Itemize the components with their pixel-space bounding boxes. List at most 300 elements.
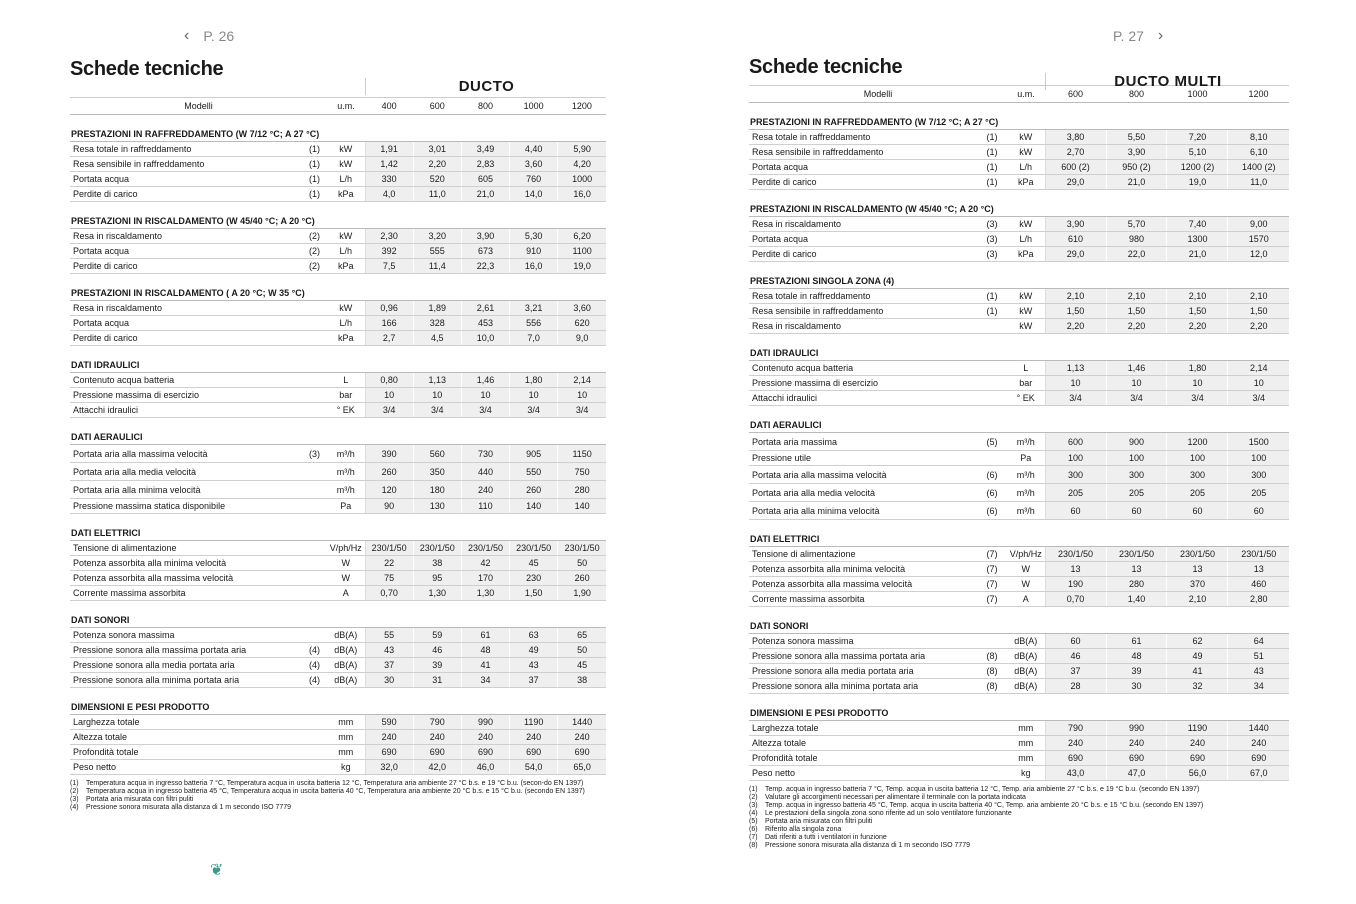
row-value: 60 xyxy=(1228,502,1289,520)
row-unit: kPa xyxy=(327,187,365,202)
row-value: 10 xyxy=(1106,376,1167,391)
row-label: Perdite di carico xyxy=(749,175,977,190)
row-value: 760 xyxy=(510,172,558,187)
row-unit: dB(A) xyxy=(1007,679,1045,694)
row-value: 990 xyxy=(461,715,509,730)
row-value: 3/4 xyxy=(1106,391,1167,406)
table-row xyxy=(749,247,1289,262)
row-value: 1200 (2) xyxy=(1167,160,1228,175)
footnote-number: (2) xyxy=(749,794,758,801)
row-value: 1,13 xyxy=(1045,361,1106,376)
row-label: Larghezza totale xyxy=(749,721,977,736)
row-value: 2,10 xyxy=(1228,289,1289,304)
table-row xyxy=(70,586,606,601)
row-value: 3,60 xyxy=(558,301,606,316)
row-unit: kW xyxy=(327,157,365,172)
row-unit: kPa xyxy=(1007,247,1045,262)
row-note xyxy=(302,571,327,586)
row-unit: ° EK xyxy=(327,403,365,418)
row-unit: dB(A) xyxy=(327,658,365,673)
row-label: Resa sensibile in raffreddamento xyxy=(70,157,302,172)
row-value: 45 xyxy=(510,556,558,571)
row-value: 100 xyxy=(1228,451,1289,466)
row-unit: L xyxy=(327,373,365,388)
row-value: 61 xyxy=(1106,634,1167,649)
row-value: 690 xyxy=(1106,751,1167,766)
row-value: 990 xyxy=(1106,721,1167,736)
row-unit: L/h xyxy=(327,316,365,331)
footnote-number: (4) xyxy=(70,804,79,811)
row-value: 0,96 xyxy=(365,301,413,316)
row-value: 28 xyxy=(1045,679,1106,694)
row-value: 240 xyxy=(461,730,509,745)
row-value: 790 xyxy=(413,715,461,730)
row-note: (1) xyxy=(977,175,1007,190)
row-value: 180 xyxy=(413,481,461,499)
section-header xyxy=(70,274,606,301)
row-value: 1200 xyxy=(1167,433,1228,451)
row-value: 590 xyxy=(365,715,413,730)
table-row xyxy=(70,244,606,259)
row-value: 230/1/50 xyxy=(1228,547,1289,562)
page-left xyxy=(70,58,606,812)
row-note xyxy=(302,586,327,601)
row-unit: kPa xyxy=(1007,175,1045,190)
table-row xyxy=(749,547,1289,562)
row-label: Resa in riscaldamento xyxy=(749,319,977,334)
row-unit: W xyxy=(1007,577,1045,592)
row-unit: m³/h xyxy=(1007,502,1045,520)
model-column-header: 1200 xyxy=(1228,86,1289,103)
table-row xyxy=(749,634,1289,649)
row-value: 0,80 xyxy=(365,373,413,388)
row-value: 0,70 xyxy=(1045,592,1106,607)
row-unit: W xyxy=(327,556,365,571)
row-value: 4,20 xyxy=(558,157,606,172)
row-note xyxy=(302,760,327,775)
row-value: 1300 xyxy=(1167,232,1228,247)
row-unit: kPa xyxy=(327,259,365,274)
row-value: 46 xyxy=(1045,649,1106,664)
row-value: 55 xyxy=(365,628,413,643)
row-unit: dB(A) xyxy=(327,643,365,658)
footnote xyxy=(70,796,606,804)
footnote-number: (6) xyxy=(749,826,758,833)
row-value: 4,5 xyxy=(413,331,461,346)
footnote-number: (8) xyxy=(749,842,758,849)
row-value: 32,0 xyxy=(365,760,413,775)
row-value: 22,3 xyxy=(461,259,509,274)
model-column-header: 1200 xyxy=(558,98,606,115)
row-label: Portata acqua xyxy=(749,160,977,175)
row-value: 10 xyxy=(1045,376,1106,391)
row-value: 14,0 xyxy=(510,187,558,202)
row-note xyxy=(977,391,1007,406)
row-value: 2,20 xyxy=(1106,319,1167,334)
row-unit: mm xyxy=(327,715,365,730)
row-value: 2,14 xyxy=(558,373,606,388)
row-unit: kW xyxy=(1007,304,1045,319)
row-value: 240 xyxy=(461,481,509,499)
row-value: 230/1/50 xyxy=(461,541,509,556)
row-value: 61 xyxy=(461,628,509,643)
row-value: 3/4 xyxy=(413,403,461,418)
table-row xyxy=(749,433,1289,451)
row-value: 37 xyxy=(510,673,558,688)
row-note: (8) xyxy=(977,679,1007,694)
row-label: Potenza assorbita alla massima velocità xyxy=(749,577,977,592)
section-title: PRESTAZIONI IN RISCALDAMENTO (W 45/40 °C; A 20 °C) xyxy=(749,190,1289,217)
row-value: 300 xyxy=(1106,466,1167,484)
row-value: 1,30 xyxy=(461,586,509,601)
page-number: P. 27 xyxy=(1113,28,1144,44)
row-value: 1000 xyxy=(558,172,606,187)
row-value: 48 xyxy=(1106,649,1167,664)
spec-table xyxy=(70,97,606,775)
row-value: 300 xyxy=(1228,466,1289,484)
row-value: 2,70 xyxy=(1045,145,1106,160)
row-value: 1190 xyxy=(510,715,558,730)
section-title: DATI SONORI xyxy=(749,607,1289,634)
row-value: 230/1/50 xyxy=(365,541,413,556)
page-nav-right xyxy=(1113,27,1163,45)
row-unit: kW xyxy=(327,229,365,244)
row-label: Portata acqua xyxy=(70,316,302,331)
row-note: (1) xyxy=(977,289,1007,304)
table-row xyxy=(70,445,606,463)
row-value: 9,0 xyxy=(558,331,606,346)
section-header xyxy=(70,346,606,373)
page-title: Schede tecniche xyxy=(70,58,224,80)
row-label: Tensione di alimentazione xyxy=(70,541,302,556)
section-header xyxy=(70,601,606,628)
row-value: 390 xyxy=(365,445,413,463)
row-value: 690 xyxy=(461,745,509,760)
row-unit: mm xyxy=(1007,751,1045,766)
row-value: 2,20 xyxy=(1167,319,1228,334)
row-value: 3/4 xyxy=(558,403,606,418)
row-value: 5,10 xyxy=(1167,145,1228,160)
row-note xyxy=(302,730,327,745)
row-value: 300 xyxy=(1167,466,1228,484)
table-row xyxy=(70,157,606,172)
footnote-text: Pressione sonora misurata alla distanza di 1 m secondo ISO 7779 xyxy=(86,804,292,811)
row-value: 37 xyxy=(1045,664,1106,679)
table-row xyxy=(749,145,1289,160)
section-title: PRESTAZIONI IN RISCALDAMENTO (W 45/40 °C; A 20 °C) xyxy=(70,202,606,229)
table-row xyxy=(70,715,606,730)
model-column-header: 600 xyxy=(413,98,461,115)
row-note: (1) xyxy=(977,304,1007,319)
row-value: 22,0 xyxy=(1106,247,1167,262)
row-value: 62 xyxy=(1167,634,1228,649)
row-value: 11,0 xyxy=(413,187,461,202)
row-note xyxy=(302,481,327,499)
row-label: Portata aria alla media velocità xyxy=(749,484,977,502)
row-value: 555 xyxy=(413,244,461,259)
row-value: 260 xyxy=(558,571,606,586)
row-value: 12,0 xyxy=(1228,247,1289,262)
row-value: 2,20 xyxy=(1045,319,1106,334)
model-column-header: 400 xyxy=(365,98,413,115)
row-value: 260 xyxy=(510,481,558,499)
row-value: 1,46 xyxy=(461,373,509,388)
table-row xyxy=(70,403,606,418)
row-label: Altezza totale xyxy=(749,736,977,751)
table-row xyxy=(70,745,606,760)
row-unit: L/h xyxy=(327,172,365,187)
footnote-text: Portata aria misurata con filtri puliti xyxy=(86,796,194,803)
row-value: 49 xyxy=(510,643,558,658)
header-row xyxy=(70,98,606,115)
row-value: 1,50 xyxy=(1228,304,1289,319)
row-value: 1500 xyxy=(1228,433,1289,451)
row-value: 10 xyxy=(558,388,606,403)
row-note: (7) xyxy=(977,562,1007,577)
row-note: (4) xyxy=(302,673,327,688)
row-value: 3/4 xyxy=(365,403,413,418)
row-value: 48 xyxy=(461,643,509,658)
row-label: Peso netto xyxy=(70,760,302,775)
row-value: 13 xyxy=(1106,562,1167,577)
row-value: 3/4 xyxy=(1045,391,1106,406)
row-value: 1,30 xyxy=(413,586,461,601)
row-value: 690 xyxy=(413,745,461,760)
row-value: 240 xyxy=(1167,736,1228,751)
footnote-text: Valutare gli accorgimenti necessari per alimentare il terminale con la portata indicata xyxy=(765,794,1026,801)
row-note: (4) xyxy=(302,658,327,673)
row-value: 1190 xyxy=(1167,721,1228,736)
row-value: 2,83 xyxy=(461,157,509,172)
row-value: 230/1/50 xyxy=(558,541,606,556)
row-value: 230/1/50 xyxy=(510,541,558,556)
row-label: Portata acqua xyxy=(70,172,302,187)
row-value: 950 (2) xyxy=(1106,160,1167,175)
row-value: 205 xyxy=(1106,484,1167,502)
row-label: Pressione sonora alla media portata aria xyxy=(749,664,977,679)
row-unit: kg xyxy=(1007,766,1045,781)
row-unit: V/ph/Hz xyxy=(327,541,365,556)
row-value: 10,0 xyxy=(461,331,509,346)
row-value: 43 xyxy=(365,643,413,658)
row-value: 7,40 xyxy=(1167,217,1228,232)
row-value: 600 (2) xyxy=(1045,160,1106,175)
row-value: 90 xyxy=(365,499,413,514)
footnote-text: Pressione sonora misurata alla distanza di 1 m secondo ISO 7779 xyxy=(765,842,971,849)
row-label: Portata acqua xyxy=(70,244,302,259)
row-value: 8,10 xyxy=(1228,130,1289,145)
row-value: 240 xyxy=(510,730,558,745)
row-unit: dB(A) xyxy=(1007,649,1045,664)
row-note: (6) xyxy=(977,466,1007,484)
row-value: 10 xyxy=(461,388,509,403)
row-value: 453 xyxy=(461,316,509,331)
table-row xyxy=(70,628,606,643)
row-value: 5,30 xyxy=(510,229,558,244)
row-value: 43 xyxy=(510,658,558,673)
footnote-text: Dati riferiti a tutti i ventilatori in funzione xyxy=(765,834,887,841)
table-row xyxy=(749,175,1289,190)
table-row xyxy=(70,316,606,331)
row-value: 95 xyxy=(413,571,461,586)
footnote xyxy=(749,818,1289,826)
row-note: (6) xyxy=(977,502,1007,520)
row-value: 550 xyxy=(510,463,558,481)
row-value: 1,80 xyxy=(510,373,558,388)
row-value: 11,4 xyxy=(413,259,461,274)
row-value: 190 xyxy=(1045,577,1106,592)
row-value: 2,10 xyxy=(1167,592,1228,607)
section-header xyxy=(70,514,606,541)
row-note: (4) xyxy=(302,643,327,658)
table-row xyxy=(749,721,1289,736)
section-header xyxy=(70,202,606,229)
table-row xyxy=(70,463,606,481)
models-header: Modelli xyxy=(70,98,327,115)
row-value: 240 xyxy=(1045,736,1106,751)
row-value: 42 xyxy=(461,556,509,571)
row-value: 240 xyxy=(365,730,413,745)
table-row xyxy=(70,643,606,658)
row-note: (2) xyxy=(302,259,327,274)
row-label: Portata aria alla massima velocità xyxy=(749,466,977,484)
row-value: 29,0 xyxy=(1045,175,1106,190)
row-value: 45 xyxy=(558,658,606,673)
footnotes xyxy=(70,780,606,812)
row-value: 980 xyxy=(1106,232,1167,247)
row-value: 900 xyxy=(1106,433,1167,451)
model-column-header: 600 xyxy=(1045,86,1106,103)
chevron-left-icon[interactable]: ‹ xyxy=(184,27,190,44)
row-value: 10 xyxy=(1167,376,1228,391)
row-unit: kg xyxy=(327,760,365,775)
row-value: 205 xyxy=(1167,484,1228,502)
table-row xyxy=(70,658,606,673)
row-label: Resa in riscaldamento xyxy=(70,229,302,244)
table-row xyxy=(749,577,1289,592)
row-value: 205 xyxy=(1045,484,1106,502)
row-unit: kW xyxy=(1007,145,1045,160)
row-value: 1,80 xyxy=(1167,361,1228,376)
row-value: 49 xyxy=(1167,649,1228,664)
row-value: 60 xyxy=(1167,502,1228,520)
row-unit: A xyxy=(1007,592,1045,607)
row-value: 19,0 xyxy=(1167,175,1228,190)
row-value: 1,40 xyxy=(1106,592,1167,607)
row-value: 2,20 xyxy=(413,157,461,172)
section-title: PRESTAZIONI IN RAFFREDDAMENTO (W 7/12 °C; A 27 °C) xyxy=(70,115,606,142)
row-label: Contenuto acqua batteria xyxy=(70,373,302,388)
row-label: Pressione sonora alla minima portata aria xyxy=(70,673,302,688)
row-note xyxy=(302,556,327,571)
row-value: 240 xyxy=(558,730,606,745)
row-value: 370 xyxy=(1167,577,1228,592)
table-row xyxy=(749,562,1289,577)
section-header xyxy=(749,262,1289,289)
row-value: 2,80 xyxy=(1228,592,1289,607)
row-label: Perdite di carico xyxy=(70,187,302,202)
row-value: 1,50 xyxy=(1106,304,1167,319)
section-title: DATI SONORI xyxy=(70,601,606,628)
row-note: (7) xyxy=(977,577,1007,592)
row-value: 750 xyxy=(558,463,606,481)
row-value: 140 xyxy=(510,499,558,514)
row-value: 41 xyxy=(461,658,509,673)
row-label: Tensione di alimentazione xyxy=(749,547,977,562)
row-value: 37 xyxy=(365,658,413,673)
row-value: 100 xyxy=(1167,451,1228,466)
row-value: 21,0 xyxy=(461,187,509,202)
row-value: 690 xyxy=(510,745,558,760)
row-value: 2,20 xyxy=(1228,319,1289,334)
chevron-right-icon[interactable]: › xyxy=(1157,27,1164,44)
row-note: (6) xyxy=(977,484,1007,502)
row-value: 38 xyxy=(413,556,461,571)
product-name: DUCTO xyxy=(365,78,607,95)
row-value: 620 xyxy=(558,316,606,331)
row-label: Potenza sonora massima xyxy=(70,628,302,643)
row-label: Resa sensibile in raffreddamento xyxy=(749,145,977,160)
row-value: 2,10 xyxy=(1106,289,1167,304)
table-row xyxy=(749,736,1289,751)
footnote-number: (1) xyxy=(749,786,758,793)
row-value: 67,0 xyxy=(1228,766,1289,781)
row-label: Corrente massima assorbita xyxy=(70,586,302,601)
row-value: 690 xyxy=(1228,751,1289,766)
row-unit: V/ph/Hz xyxy=(1007,547,1045,562)
row-value: 350 xyxy=(413,463,461,481)
row-unit: ° EK xyxy=(1007,391,1045,406)
row-value: 10 xyxy=(413,388,461,403)
row-value: 230 xyxy=(510,571,558,586)
table-row xyxy=(749,451,1289,466)
row-value: 690 xyxy=(1045,751,1106,766)
footnote xyxy=(70,780,606,788)
row-value: 100 xyxy=(1045,451,1106,466)
row-value: 59 xyxy=(413,628,461,643)
row-value: 3,49 xyxy=(461,142,509,157)
row-value: 330 xyxy=(365,172,413,187)
row-unit: kW xyxy=(1007,289,1045,304)
row-value: 560 xyxy=(413,445,461,463)
row-note: (3) xyxy=(977,232,1007,247)
section-title: DATI IDRAULICI xyxy=(749,334,1289,361)
row-unit: dB(A) xyxy=(327,628,365,643)
row-unit: dB(A) xyxy=(327,673,365,688)
row-value: 21,0 xyxy=(1167,247,1228,262)
row-unit: bar xyxy=(327,388,365,403)
row-value: 905 xyxy=(510,445,558,463)
row-unit: mm xyxy=(1007,736,1045,751)
row-unit: kW xyxy=(327,142,365,157)
row-value: 41 xyxy=(1167,664,1228,679)
row-unit: kW xyxy=(1007,319,1045,334)
butterfly-logo-icon: ❦ xyxy=(210,862,224,879)
row-value: 790 xyxy=(1045,721,1106,736)
row-value: 120 xyxy=(365,481,413,499)
row-value: 64 xyxy=(1228,634,1289,649)
row-note xyxy=(302,463,327,481)
row-value: 3,90 xyxy=(1045,217,1106,232)
section-title: PRESTAZIONI IN RISCALDAMENTO ( A 20 °C; W 35 °C) xyxy=(70,274,606,301)
row-value: 16,0 xyxy=(558,187,606,202)
row-value: 7,5 xyxy=(365,259,413,274)
row-label: Pressione sonora alla massima portata aria xyxy=(749,649,977,664)
section-header xyxy=(70,115,606,142)
row-value: 2,10 xyxy=(1045,289,1106,304)
row-label: Portata aria alla massima velocità xyxy=(70,445,302,463)
footnote xyxy=(70,804,606,812)
